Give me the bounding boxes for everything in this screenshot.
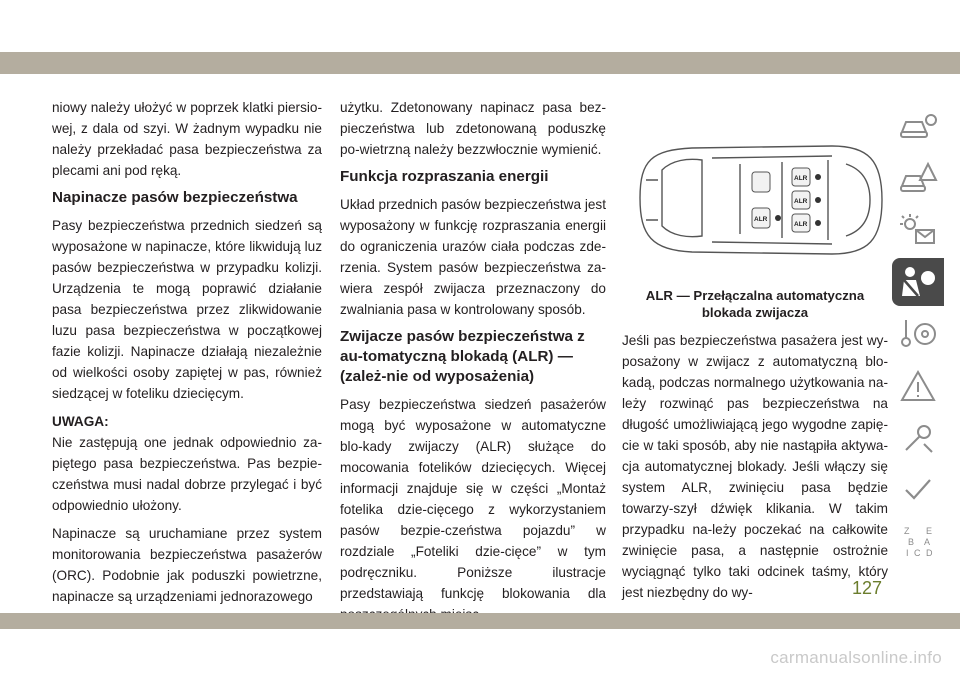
paragraph: niowy należy ułożyć w poprzek klatki piersio-wej, z dala od szyi. W żadnym wypadku nie należy przekładać pasa bezpieczeństwa za plecami ani pod ręką.: [52, 100, 322, 178]
paragraph: Pasy bezpieczeństwa siedzeń pasażerów mogą być wyposażone w automatyczne blo-kady zwijaczy (ALR) służące do mocowania fotelików dziecięcych. Więcej informacji znajduje się w części „Montaż fotelika dzie-cięcego z wykorzystaniem pasów bezpie-czeństwa pojazdu” w rozdziale „Foteliki dzie-cięce” w tym podręczniku. Poniższe ilustracje przedstawiają funkcję blokowania dla: [340, 397, 606, 601]
index-letter: C: [914, 548, 921, 558]
paragraph: Napinacze są uruchamiane przez system monitorowania bezpieczeństwa pasażerów (ORC). Podobnie jak poduszki powietrzne, napinacze są urządzeniami jednorazowego: [52, 526, 322, 604]
tab-car-info[interactable]: [892, 102, 944, 150]
index-letter: D: [926, 548, 933, 558]
text-column-1: [52, 97, 322, 614]
car-info-icon: [898, 108, 938, 144]
index-letter: I: [906, 548, 909, 558]
paragraph: użytku. Zdetonowany napinacz pasa bez-pieczeństwa lub zdetonowaną poduszkę po-wietrzną należy bezzwłocznie wymienić.: [340, 100, 606, 157]
seatbelt-airbag-icon: [898, 264, 938, 300]
footer-band: [0, 613, 960, 629]
top-margin: [0, 0, 960, 52]
section-heading: Zwijacze pasów bezpieczeństwa z au-tomatyczną blokadą (ALR) — (zależ-nie od wyposażenia): [340, 328, 585, 385]
header-band: [0, 52, 960, 74]
tab-car-warning[interactable]: [892, 154, 944, 202]
index-letter: A: [924, 537, 931, 547]
alr-tag: ALR: [794, 175, 808, 182]
tab-checkmark[interactable]: [892, 466, 944, 514]
checkmark-icon: [898, 472, 938, 508]
note-label: UWAGA:: [52, 414, 109, 429]
paragraph: Pasy bezpieczeństwa przednich siedzeń są wyposażone w napinacze, które likwidują luz pasów bezpieczeństwa w przypadku kolizji. Urządzenia te mogą poprawić działanie pasa bezpieczeństwa przez zlikwidowanie luzu pasa bezpieczeństwa w początkowej fazie kolizji. Napinacze działają niezależnie od wielkości osoby zapiętej w pas, również siedzącej w foteliku dziecięcym.: [52, 218, 322, 401]
paragraph: Układ przednich pasów bezpieczeństwa jest wyposażony w funkcję rozpraszania energii do ograniczenia urazów ciała podczas zde-rzenia. System pasów bezpieczeństwa za-wiera zespół zwijacza przeznaczony do zwalniania pasa w kontrolowany sposób.: [340, 197, 606, 317]
text-column-2: [340, 97, 606, 632]
section-heading: Napinacze pasów bezpieczeństwa: [52, 189, 298, 206]
vehicle-seat-diagram: [632, 120, 888, 280]
note-text: Nie zastępują one jednak odpowiednio za-piętego pasa bezpieczeństwa. Pas bezpie-czeństwa musi nadal dobrze przylegać i być odpowiednio ułożony.: [52, 435, 322, 513]
alr-tag: ALR: [754, 216, 768, 223]
watermark: carmanualsonline.info: [770, 648, 942, 667]
tab-seatbelt-airbag[interactable]: [892, 258, 944, 306]
section-heading: Funkcja rozpraszania energii: [340, 168, 549, 185]
tab-lights-mail[interactable]: [892, 206, 944, 254]
tab-warning-triangle[interactable]: [892, 362, 944, 410]
page-number: 127: [852, 578, 883, 598]
tab-index[interactable]: [892, 518, 944, 566]
tab-key-steering[interactable]: [892, 310, 944, 358]
warning-triangle-icon: [898, 368, 938, 404]
paragraph: Jeśli pas bezpieczeństwa pasażera jest wy-posażony w zwijacz z automatyczną blo-kadą, podczas normalnego użytkowania na-leży rozwinąć pas bezpieczeństwa na długość umożliwiającą jego wygodne zapię-cie w taki sposób, aby nie nastąpiła aktywa-cja automatycznej blokady. Jeśli włączy się system ALR, zwinięciu pasa będzie towarzy-szył dźwięk klikania. W takim przypadku na-leży poczekać na całkowite zwinięcie pasa, a następnie ostrożnie wyciągnąć tylko taki odcinek taśmy, który jest niezbędny do wy-: [622, 333, 888, 600]
index-letters-icon: [898, 524, 938, 560]
car-warning-icon: [898, 160, 938, 196]
figure-caption: ALR — Przełączalna automatyczna blokada zwijacza: [645, 288, 865, 320]
key-steering-icon: [898, 316, 938, 352]
index-letter: Z: [904, 526, 910, 536]
tab-service-tools[interactable]: [892, 414, 944, 462]
lights-mail-icon: [898, 212, 938, 248]
alr-tag: ALR: [794, 221, 808, 228]
alr-tag: ALR: [794, 198, 808, 205]
service-tools-icon: [898, 420, 938, 456]
index-letter: B: [908, 537, 915, 547]
chapter-tabs: [892, 102, 946, 570]
index-letter: E: [926, 526, 933, 536]
